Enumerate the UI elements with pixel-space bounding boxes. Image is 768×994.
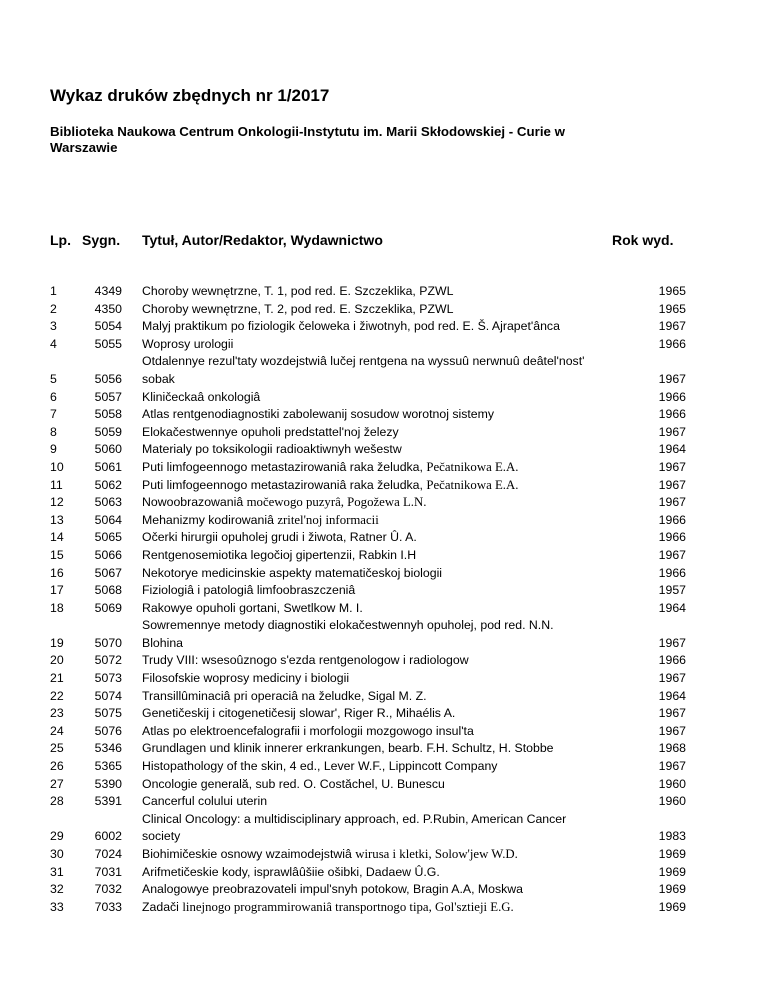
row-title-text: Materialy po toksikologii radioaktiwnyh wešestw bbox=[142, 442, 402, 457]
row-lp: 13 bbox=[50, 512, 64, 527]
row-title bbox=[142, 477, 607, 495]
row-sygn: 5069 bbox=[94, 600, 122, 615]
row-title-text: Biohimičeskie osnowy wzaimodejstwiâ bbox=[142, 847, 356, 861]
row-sygn: 5066 bbox=[94, 547, 122, 562]
row-lp: 29 bbox=[50, 829, 64, 844]
header-title: Tytuł, Autor/Redaktor, Wydawnictwo bbox=[142, 232, 383, 248]
row-year: 1964 bbox=[658, 600, 686, 615]
row-title-text: Woprosy urologii bbox=[142, 336, 234, 351]
table-row bbox=[0, 881, 768, 899]
row-lp: 11 bbox=[50, 477, 63, 492]
row-year: 1967 bbox=[658, 759, 686, 774]
row-title-text: Choroby wewnętrzne, T. 2, pod red. E. Szczeklika, PZWL bbox=[142, 301, 454, 316]
row-year: 1966 bbox=[658, 336, 686, 351]
row-title-text: Rentgenosemiotika legočioj gipertenzii, Rabkin I.H bbox=[142, 547, 417, 562]
table-row bbox=[0, 846, 768, 864]
row-lp: 26 bbox=[50, 759, 64, 774]
table-row bbox=[0, 336, 768, 354]
row-title bbox=[142, 459, 607, 477]
row-year: 1967 bbox=[658, 547, 686, 562]
row-sygn: 4349 bbox=[94, 284, 122, 298]
row-title-text: Atlas rentgenodiagnostiki zabolewanij sosudow worotnoj sistemy bbox=[142, 407, 495, 422]
row-lp: 20 bbox=[50, 653, 64, 668]
row-title bbox=[142, 793, 607, 811]
row-lp: 25 bbox=[50, 741, 64, 756]
table-row bbox=[0, 688, 768, 706]
table-row bbox=[0, 776, 768, 794]
row-lp: 18 bbox=[50, 600, 64, 615]
row-year: 1966 bbox=[658, 530, 686, 545]
row-lp: 6 bbox=[50, 389, 57, 404]
row-title bbox=[142, 670, 607, 688]
row-lp: 7 bbox=[50, 407, 57, 422]
table-row bbox=[0, 512, 768, 530]
row-year: 1967 bbox=[658, 706, 686, 721]
row-title bbox=[142, 389, 607, 407]
row-sygn: 5058 bbox=[94, 407, 122, 422]
table-row bbox=[0, 723, 768, 741]
row-sygn: 5076 bbox=[94, 723, 122, 738]
row-lp: 33 bbox=[50, 899, 64, 914]
row-year: 1968 bbox=[658, 741, 686, 756]
row-title bbox=[142, 353, 597, 388]
row-sygn: 5346 bbox=[94, 741, 122, 756]
row-title bbox=[142, 318, 607, 336]
row-title-text: Malyj praktikum po fiziologik čeloweka i žiwotnyh, pod red. E. Š. Ajrapet'ânca bbox=[142, 319, 560, 334]
table-row bbox=[0, 705, 768, 723]
row-year: 1965 bbox=[658, 284, 686, 298]
row-lp: 1 bbox=[50, 284, 57, 298]
row-lp: 24 bbox=[50, 723, 64, 738]
row-title bbox=[142, 494, 607, 512]
row-title bbox=[142, 547, 607, 565]
row-title-text: Choroby wewnętrzne, T. 1, pod red. E. Szczeklika, PZWL bbox=[142, 284, 454, 298]
row-year: 1964 bbox=[658, 688, 686, 703]
row-sygn: 7032 bbox=[94, 882, 122, 897]
table-row bbox=[0, 459, 768, 477]
row-title bbox=[142, 688, 607, 706]
row-sygn: 5068 bbox=[94, 583, 122, 598]
table-row bbox=[0, 406, 768, 424]
row-title-text-serif: Pečatnikowa E.A. bbox=[426, 477, 519, 492]
row-title-text: Rakowye opuholi gortani, Swetlkow M. I. bbox=[142, 600, 363, 615]
row-title-text: Sowremennye metody diagnostiki elokačestwennyh opuholej, pod red. N.N. Blohina bbox=[142, 618, 554, 650]
row-title bbox=[142, 723, 607, 741]
document-title: Wykaz druków zbędnych nr 1/2017 bbox=[50, 86, 330, 105]
table-row bbox=[0, 670, 768, 688]
row-title-text: Atlas po elektroencefalografii i morfologii mozgowogo insul'ta bbox=[142, 723, 474, 738]
table-row bbox=[0, 899, 768, 917]
row-sygn: 5073 bbox=[94, 671, 122, 686]
row-lp: 19 bbox=[50, 635, 64, 650]
row-title bbox=[142, 864, 607, 882]
row-title-text: Histopathology of the skin, 4 ed., Lever W.F., Lippincott Company bbox=[142, 759, 498, 774]
row-lp: 14 bbox=[50, 530, 64, 545]
row-year: 1966 bbox=[658, 653, 686, 668]
row-title-text: Kliničeckaâ onkologiâ bbox=[142, 389, 261, 404]
header-year: Rok wyd. bbox=[612, 232, 674, 248]
row-title-text: Analogowye preobrazovateli impul'snyh potokow, Bragin A.A, Moskwa bbox=[142, 882, 524, 897]
row-sygn: 5056 bbox=[94, 371, 122, 386]
row-lp: 4 bbox=[50, 336, 57, 351]
row-year: 1960 bbox=[658, 794, 686, 809]
table-row bbox=[0, 758, 768, 776]
table-row bbox=[0, 547, 768, 565]
row-lp: 10 bbox=[50, 459, 64, 474]
row-title bbox=[142, 846, 607, 864]
row-lp: 28 bbox=[50, 794, 64, 809]
row-title-text-serif: močewogo puzyrâ, Pogožewa L.N. bbox=[246, 495, 427, 510]
row-sygn: 5065 bbox=[94, 530, 122, 545]
row-lp: 9 bbox=[50, 442, 57, 457]
row-year: 1966 bbox=[658, 512, 686, 527]
row-lp: 27 bbox=[50, 776, 64, 791]
row-year: 1967 bbox=[658, 477, 686, 492]
row-lp: 8 bbox=[50, 424, 57, 439]
header-sygn: Sygn. bbox=[82, 232, 121, 248]
row-lp: 3 bbox=[50, 319, 57, 334]
row-title bbox=[142, 811, 597, 846]
table-row bbox=[0, 652, 768, 670]
row-title bbox=[142, 652, 607, 670]
row-sygn: 5067 bbox=[94, 565, 122, 580]
row-title-text: Transillûminaciâ pri operaciâ na želudke, Sigal M. Z. bbox=[142, 688, 427, 703]
row-title bbox=[142, 406, 607, 424]
table-row bbox=[0, 617, 768, 652]
row-title-text: Genetičeskij i citogenetičesij slowar', Riger R., Mihaélis A. bbox=[142, 706, 456, 721]
row-year: 1969 bbox=[658, 847, 686, 861]
row-lp: 12 bbox=[50, 495, 64, 510]
row-title bbox=[142, 424, 607, 442]
row-title bbox=[142, 512, 607, 530]
row-title-text: Cancerful colului uterin bbox=[142, 794, 268, 809]
row-title-text: Nekotorye medicinskie aspekty matematičeskoj biologii bbox=[142, 565, 443, 580]
row-sygn: 4350 bbox=[94, 301, 122, 316]
row-year: 1967 bbox=[658, 495, 686, 510]
row-sygn: 5059 bbox=[94, 424, 122, 439]
row-title-text: Trudy VIII: wsesoûznogo s'ezda rentgenologow i radiologow bbox=[142, 653, 469, 668]
row-title bbox=[142, 899, 607, 917]
row-title-text: Zadači bbox=[142, 899, 183, 914]
row-year: 1983 bbox=[658, 829, 686, 844]
row-year: 1967 bbox=[658, 459, 686, 474]
row-title bbox=[142, 582, 607, 600]
table-row bbox=[0, 318, 768, 336]
row-year: 1969 bbox=[658, 882, 686, 897]
row-year: 1969 bbox=[658, 899, 686, 914]
row-lp: 31 bbox=[50, 864, 64, 879]
row-year: 1966 bbox=[658, 407, 686, 422]
table-row bbox=[0, 582, 768, 600]
row-title bbox=[142, 758, 607, 776]
row-sygn: 5074 bbox=[94, 688, 122, 703]
row-title-text-serif: Pečatnikowa E.A. bbox=[426, 459, 519, 474]
row-sygn: 5054 bbox=[94, 319, 122, 334]
row-year: 1967 bbox=[658, 424, 686, 439]
table-row bbox=[0, 565, 768, 583]
row-title bbox=[142, 881, 607, 899]
row-title bbox=[142, 283, 607, 301]
row-title bbox=[142, 529, 607, 547]
row-title bbox=[142, 617, 597, 652]
row-year: 1957 bbox=[658, 583, 686, 598]
table-row bbox=[0, 441, 768, 459]
header-lp: Lp. bbox=[50, 232, 71, 248]
row-title-text: Elokačestwennye opuholi predstattel'noj železy bbox=[142, 424, 399, 439]
row-sygn: 5391 bbox=[94, 794, 122, 809]
row-year: 1964 bbox=[658, 442, 686, 457]
row-sygn: 7031 bbox=[94, 864, 122, 879]
row-lp: 5 bbox=[50, 371, 57, 386]
row-year: 1965 bbox=[658, 301, 686, 316]
row-title-text: Arifmetičeskie kody, isprawlâûšiie ošibki, Dadaew Û.G. bbox=[142, 864, 440, 879]
row-sygn: 5055 bbox=[94, 336, 122, 351]
row-title-text: Clinical Oncology: a multidisciplinary approach, ed. P.Rubin, American Cancer society bbox=[142, 811, 567, 844]
row-year: 1966 bbox=[658, 389, 686, 404]
table-row bbox=[0, 283, 768, 301]
row-year: 1966 bbox=[658, 565, 686, 580]
row-year: 1967 bbox=[658, 671, 686, 686]
row-title bbox=[142, 740, 607, 758]
row-lp: 30 bbox=[50, 847, 64, 861]
row-title bbox=[142, 301, 607, 319]
row-sygn: 5063 bbox=[94, 495, 122, 510]
row-sygn: 7033 bbox=[94, 899, 122, 914]
row-year: 1967 bbox=[658, 319, 686, 334]
table-row bbox=[0, 793, 768, 811]
row-title-text: Filosofskie woprosy mediciny i biologii bbox=[142, 671, 350, 686]
table-row bbox=[0, 864, 768, 882]
row-title-text: Nowoobrazowaniâ bbox=[142, 495, 247, 510]
row-year: 1967 bbox=[658, 371, 686, 386]
row-sygn: 5075 bbox=[94, 706, 122, 721]
row-year: 1967 bbox=[658, 723, 686, 738]
table-row bbox=[0, 353, 768, 388]
row-sygn: 5070 bbox=[94, 635, 122, 650]
row-title bbox=[142, 441, 607, 459]
table-row bbox=[0, 600, 768, 618]
table-row bbox=[0, 494, 768, 512]
row-lp: 2 bbox=[50, 301, 57, 316]
row-title bbox=[142, 776, 607, 794]
row-title-text: Puti limfogeennogo metastazirowaniâ raka želudka, bbox=[142, 477, 427, 492]
row-title-text-serif: linejnogo programmirowaniâ transportnogo tipa, Gol'sztieji E.G. bbox=[182, 899, 514, 914]
row-title-text: Otdalennye rezul'taty wozdejstwiâ lučej rentgena na wyssuû nerwnuû deâtel'nost' sobak bbox=[142, 354, 585, 386]
book-list bbox=[0, 283, 768, 916]
row-sygn: 5062 bbox=[94, 477, 122, 492]
row-lp: 15 bbox=[50, 547, 64, 562]
row-sygn: 5365 bbox=[94, 759, 122, 774]
row-lp: 21 bbox=[50, 671, 64, 686]
row-year: 1967 bbox=[658, 635, 686, 650]
row-year: 1969 bbox=[658, 864, 686, 879]
table-row bbox=[0, 529, 768, 547]
row-lp: 32 bbox=[50, 882, 64, 897]
row-year: 1960 bbox=[658, 776, 686, 791]
table-row bbox=[0, 301, 768, 319]
row-sygn: 5060 bbox=[94, 442, 122, 457]
row-title-text: Fiziologiâ i patologiâ limfoobraszczeniâ bbox=[142, 583, 356, 598]
table-row bbox=[0, 477, 768, 495]
table-row bbox=[0, 811, 768, 846]
row-sygn: 7024 bbox=[94, 847, 122, 861]
row-title bbox=[142, 336, 607, 354]
institution-name: Biblioteka Naukowa Centrum Onkologii-Instytutu im. Marii Skłodowskiej - Curie w Warszawie bbox=[50, 124, 565, 155]
row-title-text-serif: zritel'noj informacii bbox=[277, 512, 379, 527]
row-lp: 22 bbox=[50, 688, 64, 703]
row-title-text: Grundlagen und klinik innerer erkrankungen, bearb. F.H. Schultz, H. Stobbe bbox=[142, 741, 554, 756]
row-title-text: Mehanizmy kodirowaniâ bbox=[142, 512, 278, 527]
row-lp: 23 bbox=[50, 706, 64, 721]
row-sygn: 6002 bbox=[94, 829, 122, 844]
row-sygn: 5057 bbox=[94, 389, 122, 404]
row-title-text: Oncologie generală, sub red. O. Costăchel, U. Bunescu bbox=[142, 776, 445, 791]
table-row bbox=[0, 424, 768, 442]
row-sygn: 5061 bbox=[94, 459, 122, 474]
row-title-text: Puti limfogeennogo metastazirowaniâ raka želudka, bbox=[142, 459, 427, 474]
row-lp: 16 bbox=[50, 565, 64, 580]
row-sygn: 5064 bbox=[94, 512, 122, 527]
row-title-text: Očerki hirurgii opuholej grudi i žiwota, Ratner Û. A. bbox=[142, 530, 417, 545]
row-title bbox=[142, 705, 607, 723]
row-title bbox=[142, 600, 607, 618]
row-title-text-serif: wirusa i kletki, Solow'jew W.D. bbox=[355, 847, 518, 861]
table-row bbox=[0, 740, 768, 758]
row-sygn: 5390 bbox=[94, 776, 122, 791]
row-lp: 17 bbox=[50, 583, 64, 598]
table-row bbox=[0, 389, 768, 407]
row-sygn: 5072 bbox=[94, 653, 122, 668]
row-title bbox=[142, 565, 607, 583]
